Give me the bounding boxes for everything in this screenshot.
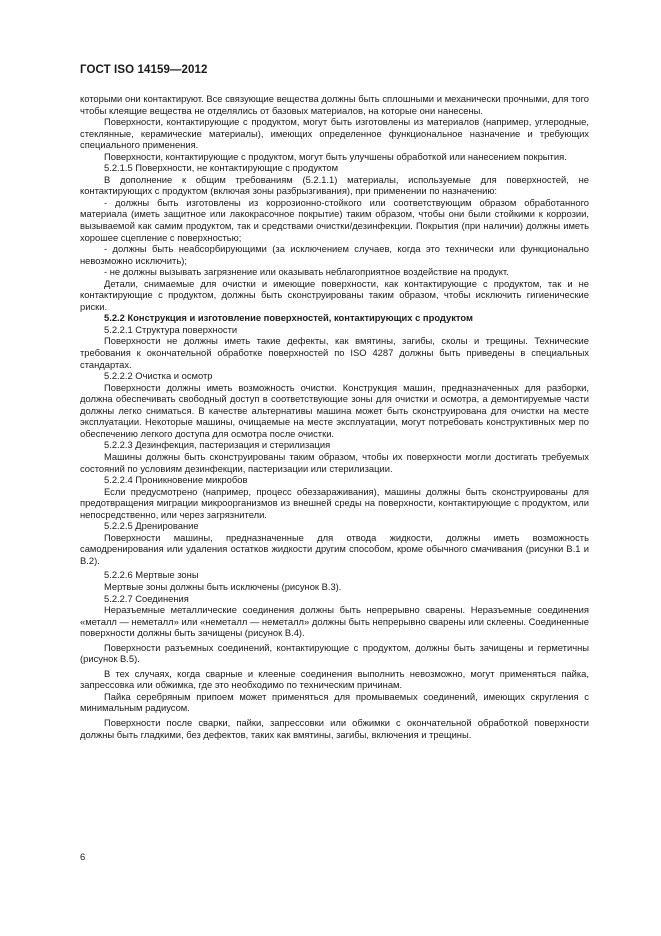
paragraph: Поверхности должны иметь возможность очистки. Конструкция машин, предназначенных для разборки, должна обеспечивать свободный доступ в соответствующие зоны для очистки и осмотра, а демонтируемые части должны легко сниматься. В качестве альтернативы машина может быть сконструирована для очистки на месте эксплуатации. Некоторые машины, очищаемые на месте эксплуатации, могут потребовать конструктивных мер по обеспечению легкого доступа для осмотра после очистки.	[80, 381, 589, 439]
section-heading: 5.2.2 Конструкция и изготовление поверхностей, контактирующих с продуктом	[104, 312, 473, 324]
subsection-heading: 5.2.2.3 Дезинфекция, пастеризация и стерилизация	[104, 439, 331, 451]
paragraph: Поверхности разъемных соединений, контактирующие с продуктом, должны быть зачищены и герметичны (рисунок В.5).	[80, 641, 589, 665]
subsection-heading: 5.2.2.4 Проникновение микробов	[104, 474, 248, 486]
subsection-heading: 5.2.2.6 Мертвые зоны	[104, 569, 199, 581]
list-item: - не должны вызывать загрязнение или оказывать неблагоприятное воздействие на продукт.	[104, 266, 509, 278]
paragraph: которыми они контактируют. Все связующие вещества должны быть сплошными и механически прочными, для того чтобы клеящие вещества не отделялись от базовых материалов, на которые они нанесены.	[80, 93, 589, 116]
subsection-heading: 5.2.1.5 Поверхности, не контактирующие с продуктом	[104, 162, 339, 174]
paragraph: Поверхности не должны иметь такие дефекты, как вмятины, загибы, сколы и трещины. Технические требования к окончательной обработке поверхностей по ISO 4287 должны быть приведены в специальных стандартах.	[80, 335, 589, 370]
subsection-heading: 5.2.2.2 Очистка и осмотр	[104, 370, 213, 382]
paragraph: Пайка серебряным припоем может применяться для промываемых соединений, имеющих скругления с минимальным радиусом.	[80, 690, 589, 714]
document-body	[80, 93, 589, 740]
page-header-title: ГОСТ ISO 14159—2012	[80, 64, 208, 76]
subsection-heading: 5.2.2.1 Структура поверхности	[104, 323, 238, 335]
paragraph: Поверхности машины, предназначенные для отвода жидкости, должны иметь возможность самодренирования или удаления остатков жидкости другим способом, кроме обычного смачивания (рисунки В.1 и В.2).	[80, 531, 589, 566]
paragraph: Машины должны быть сконструированы таким образом, чтобы их поверхности могли достигать требуемых состояний по условиям дезинфекции, пастеризации или стерилизации.	[80, 450, 589, 474]
paragraph: Если предусмотрено (например, процесс обеззараживания), машины должны быть сконструированы для предотвращения миграции микроорганизмов из внешней среды на поверхности, контактирующие с продуктом, или непосредственно, или через загрязнители.	[80, 485, 589, 520]
list-item: - должны быть неабсорбирующими (за исключением случаев, когда это технически или функционально невозможно исключить);	[80, 243, 589, 266]
paragraph: Поверхности после сварки, пайки, запрессовки или обжимки с окончательной обработкой поверхности должны быть гладкими, без дефектов, таких как вмятины, загибы, включения и трещины.	[80, 716, 589, 740]
paragraph: В дополнение к общим требованиям (5.2.1.1) материалы, используемые для поверхностей, не контактирующих с продуктом (включая зоны разбрызгивания), при применении по назначению:	[80, 173, 589, 197]
paragraph: Неразъемные металлические соединения должны быть непрерывно сварены. Неразъемные соединения «металл — неметалл» или «неметалл — неметалл» должны быть непрерывно сварены или склеены. Соединенные поверхности должны быть зачищены (рисунок В.4).	[80, 604, 589, 639]
list-item: - должны быть изготовлены из коррозионно-стойкого или соответствующим образом обработанного материала (иметь защитное или лакокрасочное покрытие) таким образом, чтобы они были стойкими к коррозии, вызываемой как самим продуктом, так и средствами очистки/дезинфекции. Покрытия (при наличии) должны иметь хорошее сцепление с поверхностью;	[80, 196, 589, 243]
paragraph: В тех случаях, когда сварные и клееные соединения выполнить невозможно, могут применяться пайка, запрессовка или обжимка, где это необходимо по техническим причинам.	[80, 667, 589, 691]
page-number: 6	[80, 851, 86, 862]
subsection-heading: 5.2.2.7 Соединения	[104, 592, 189, 604]
paragraph: Мертвые зоны должны быть исключены (рисунок В.3).	[104, 580, 342, 592]
paragraph: Детали, снимаемые для очистки и имеющие поверхности, как контактирующие с продуктом, так и не контактирующие с продуктом, должны быть сконструированы таким образом, чтобы исключить гигиенические риски.	[80, 277, 589, 312]
subsection-heading: 5.2.2.5 Дренирование	[104, 520, 199, 532]
paragraph: Поверхности, контактирующие с продуктом, могут быть улучшены обработкой или нанесением покрытия.	[104, 150, 567, 162]
paragraph: Поверхности, контактирующие с продуктом, могут быть изготовлены из материалов (например, углеродные, стеклянные, керамические материалы), имеющих определенное функциональное назначение и требующих специального применения.	[80, 116, 589, 151]
